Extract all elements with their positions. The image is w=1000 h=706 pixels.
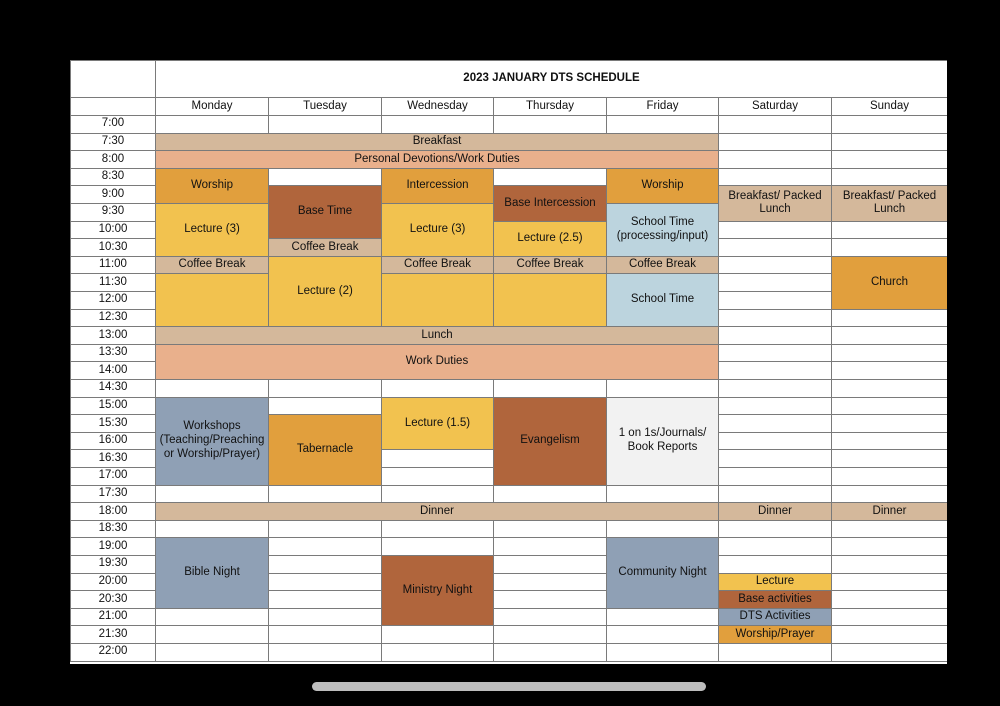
empty-slot xyxy=(718,344,832,363)
event-dinner: Dinner xyxy=(155,502,719,521)
time-label: 16:30 xyxy=(70,449,156,468)
event-community-night: Community Night xyxy=(606,537,719,608)
empty-slot xyxy=(831,379,947,398)
empty-slot xyxy=(831,344,947,363)
time-label: 10:00 xyxy=(70,221,156,240)
time-label: 12:30 xyxy=(70,309,156,328)
empty-slot xyxy=(493,520,607,539)
empty-slot xyxy=(493,625,607,644)
schedule-grid xyxy=(70,60,947,664)
empty-slot xyxy=(831,520,947,539)
empty-slot xyxy=(606,520,719,539)
empty-slot xyxy=(718,643,832,662)
event-personal-devotions-work-duties: Personal Devotions/Work Duties xyxy=(155,150,719,169)
empty-slot xyxy=(268,590,382,609)
time-label: 19:30 xyxy=(70,555,156,574)
empty-slot xyxy=(268,379,382,398)
event-lecture-3: Lecture (3) xyxy=(155,203,269,257)
event-school-time-processing-input: School Time (processing/input) xyxy=(606,203,719,257)
empty-slot xyxy=(831,537,947,556)
event-block xyxy=(381,273,494,327)
event-breakfast: Breakfast xyxy=(155,133,719,152)
event-base-intercession: Base Intercession xyxy=(493,185,607,221)
empty-slot xyxy=(606,608,719,627)
event-base-activities: Base activities xyxy=(718,590,832,609)
day-header-tuesday: Tuesday xyxy=(268,97,382,116)
event-coffee-break: Coffee Break xyxy=(493,256,607,275)
empty-slot xyxy=(493,379,607,398)
time-label: 17:00 xyxy=(70,467,156,486)
event-worship: Worship xyxy=(606,168,719,204)
event-evangelism: Evangelism xyxy=(493,397,607,486)
empty-slot xyxy=(493,115,607,134)
time-label: 14:30 xyxy=(70,379,156,398)
empty-slot xyxy=(155,379,269,398)
empty-slot xyxy=(606,379,719,398)
time-label: 20:30 xyxy=(70,590,156,609)
empty-slot xyxy=(155,520,269,539)
event-worship-prayer: Worship/Prayer xyxy=(718,625,832,644)
empty-slot xyxy=(718,291,832,310)
empty-slot xyxy=(381,467,494,486)
empty-slot xyxy=(718,133,832,152)
day-header-sunday: Sunday xyxy=(831,97,947,116)
empty-slot xyxy=(718,467,832,486)
header-corner-cell xyxy=(70,97,156,116)
event-church: Church xyxy=(831,256,947,310)
event-base-time: Base Time xyxy=(268,185,382,239)
empty-slot xyxy=(268,485,382,504)
empty-slot xyxy=(718,555,832,574)
event-tabernacle: Tabernacle xyxy=(268,414,382,485)
empty-slot xyxy=(268,608,382,627)
time-label: 18:30 xyxy=(70,520,156,539)
event-worship: Worship xyxy=(155,168,269,204)
corner-cell xyxy=(70,60,156,98)
time-label: 9:00 xyxy=(70,185,156,204)
empty-slot xyxy=(718,449,832,468)
time-label: 15:00 xyxy=(70,397,156,416)
event-coffee-break: Coffee Break xyxy=(155,256,269,275)
empty-slot xyxy=(831,326,947,345)
event-school-time: School Time xyxy=(606,273,719,327)
empty-slot xyxy=(718,537,832,556)
event-dts-activities: DTS Activities xyxy=(718,608,832,627)
empty-slot xyxy=(381,520,494,539)
empty-slot xyxy=(718,309,832,328)
day-header-thursday: Thursday xyxy=(493,97,607,116)
time-label: 9:30 xyxy=(70,203,156,222)
schedule-sheet xyxy=(70,60,947,664)
time-label: 20:00 xyxy=(70,573,156,592)
day-header-saturday: Saturday xyxy=(718,97,832,116)
time-label: 13:00 xyxy=(70,326,156,345)
empty-slot xyxy=(606,625,719,644)
empty-slot xyxy=(493,573,607,592)
empty-slot xyxy=(606,115,719,134)
empty-slot xyxy=(831,485,947,504)
time-label: 12:00 xyxy=(70,291,156,310)
event-breakfast-packed-lunch: Breakfast/ Packed Lunch xyxy=(718,185,832,221)
empty-slot xyxy=(718,221,832,240)
empty-slot xyxy=(493,643,607,662)
event-dinner: Dinner xyxy=(718,502,832,521)
empty-slot xyxy=(831,115,947,134)
empty-slot xyxy=(268,573,382,592)
empty-slot xyxy=(155,115,269,134)
event-ministry-night: Ministry Night xyxy=(381,555,494,626)
event-coffee-break: Coffee Break xyxy=(606,256,719,275)
event-lunch: Lunch xyxy=(155,326,719,345)
time-label: 17:30 xyxy=(70,485,156,504)
empty-slot xyxy=(831,555,947,574)
time-label: 16:00 xyxy=(70,432,156,451)
empty-slot xyxy=(155,608,269,627)
empty-slot xyxy=(831,397,947,416)
empty-slot xyxy=(718,168,832,187)
empty-slot xyxy=(831,168,947,187)
empty-slot xyxy=(493,537,607,556)
empty-slot xyxy=(155,625,269,644)
time-label: 21:00 xyxy=(70,608,156,627)
empty-slot xyxy=(831,643,947,662)
time-label: 19:00 xyxy=(70,537,156,556)
empty-slot xyxy=(268,643,382,662)
time-label: 14:00 xyxy=(70,361,156,380)
empty-slot xyxy=(155,485,269,504)
time-label: 13:30 xyxy=(70,344,156,363)
event-block xyxy=(155,273,269,327)
empty-slot xyxy=(831,590,947,609)
empty-slot xyxy=(718,485,832,504)
empty-slot xyxy=(155,643,269,662)
time-label: 7:30 xyxy=(70,133,156,152)
empty-slot xyxy=(718,115,832,134)
time-label: 11:00 xyxy=(70,256,156,275)
time-label: 21:30 xyxy=(70,625,156,644)
empty-slot xyxy=(718,397,832,416)
time-label: 8:30 xyxy=(70,168,156,187)
event-workshops-teaching-preaching-or-worship-prayer: Workshops (Teaching/Preaching or Worship/Prayer) xyxy=(155,397,269,486)
time-label: 15:30 xyxy=(70,414,156,433)
schedule-title: 2023 JANUARY DTS SCHEDULE xyxy=(155,60,947,98)
empty-slot xyxy=(718,361,832,380)
empty-slot xyxy=(381,537,494,556)
empty-slot xyxy=(718,379,832,398)
event-1-on-1s-journals-book-reports: 1 on 1s/Journals/ Book Reports xyxy=(606,397,719,486)
empty-slot xyxy=(831,625,947,644)
empty-slot xyxy=(831,449,947,468)
empty-slot xyxy=(268,537,382,556)
event-lecture-1-5: Lecture (1.5) xyxy=(381,397,494,451)
empty-slot xyxy=(831,361,947,380)
time-label: 10:30 xyxy=(70,238,156,257)
empty-slot xyxy=(718,520,832,539)
empty-slot xyxy=(381,485,494,504)
time-label: 7:00 xyxy=(70,115,156,134)
empty-slot xyxy=(718,326,832,345)
event-intercession: Intercession xyxy=(381,168,494,204)
empty-slot xyxy=(718,238,832,257)
empty-slot xyxy=(493,590,607,609)
home-indicator[interactable] xyxy=(312,682,706,691)
time-label: 18:00 xyxy=(70,502,156,521)
empty-slot xyxy=(718,150,832,169)
event-work-duties: Work Duties xyxy=(155,344,719,380)
empty-slot xyxy=(381,643,494,662)
event-lecture-2-5: Lecture (2.5) xyxy=(493,221,607,257)
empty-slot xyxy=(606,485,719,504)
empty-slot xyxy=(493,555,607,574)
event-lecture-2: Lecture (2) xyxy=(268,256,382,327)
event-dinner: Dinner xyxy=(831,502,947,521)
empty-slot xyxy=(831,432,947,451)
empty-slot xyxy=(493,608,607,627)
empty-slot xyxy=(718,273,832,292)
empty-slot xyxy=(381,625,494,644)
empty-slot xyxy=(268,625,382,644)
day-header-monday: Monday xyxy=(155,97,269,116)
event-lecture-3: Lecture (3) xyxy=(381,203,494,257)
event-coffee-break: Coffee Break xyxy=(268,238,382,257)
empty-slot xyxy=(831,309,947,328)
empty-slot xyxy=(831,573,947,592)
empty-slot xyxy=(831,221,947,240)
time-label: 11:30 xyxy=(70,273,156,292)
time-label: 22:00 xyxy=(70,643,156,662)
empty-slot xyxy=(831,238,947,257)
empty-slot xyxy=(718,414,832,433)
empty-slot xyxy=(493,168,607,187)
event-breakfast-packed-lunch: Breakfast/ Packed Lunch xyxy=(831,185,947,221)
empty-slot xyxy=(718,432,832,451)
empty-slot xyxy=(606,643,719,662)
empty-slot xyxy=(718,256,832,275)
empty-slot xyxy=(381,379,494,398)
empty-slot xyxy=(493,485,607,504)
empty-slot xyxy=(381,115,494,134)
empty-slot xyxy=(268,168,382,187)
empty-slot xyxy=(831,414,947,433)
event-block xyxy=(493,273,607,327)
empty-slot xyxy=(268,520,382,539)
event-coffee-break: Coffee Break xyxy=(381,256,494,275)
empty-slot xyxy=(831,133,947,152)
event-lecture: Lecture xyxy=(718,573,832,592)
empty-slot xyxy=(831,150,947,169)
time-label: 8:00 xyxy=(70,150,156,169)
empty-slot xyxy=(381,449,494,468)
event-bible-night: Bible Night xyxy=(155,537,269,608)
day-header-friday: Friday xyxy=(606,97,719,116)
empty-slot xyxy=(831,608,947,627)
empty-slot xyxy=(268,115,382,134)
empty-slot xyxy=(268,555,382,574)
empty-slot xyxy=(268,397,382,416)
empty-slot xyxy=(831,467,947,486)
day-header-wednesday: Wednesday xyxy=(381,97,494,116)
